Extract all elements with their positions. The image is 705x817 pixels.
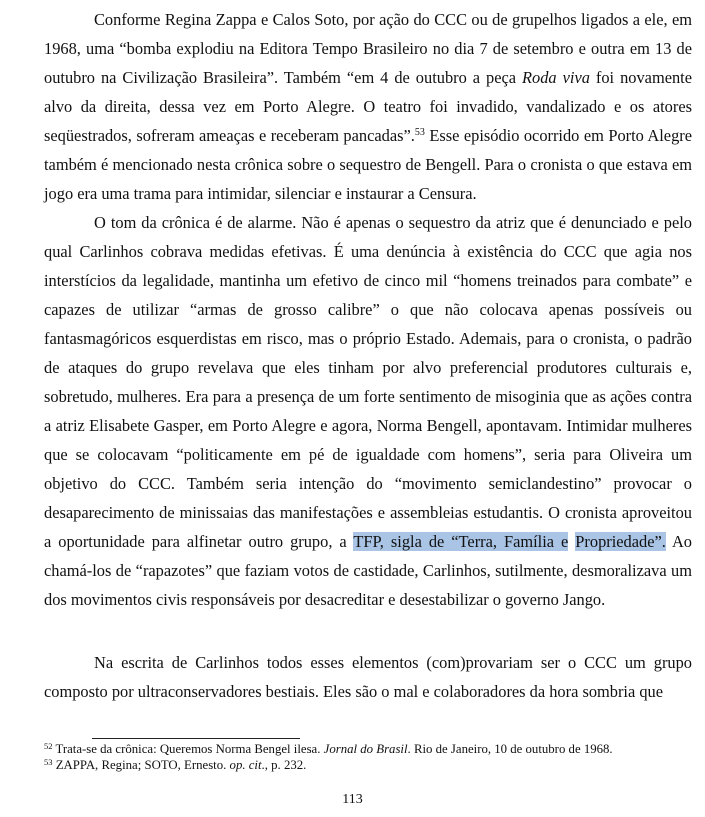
paragraph-1-text-a: Conforme Regina Zappa e Calos Soto, por ação do CCC ou de grupelhos ligados a ele, em 1968, uma “bomba explodiu na Editora Tempo Brasileiro no dia 7 de setembro e outra em 13 de outubro na Civilização Brasileira”. Também “em 4 de outubro a peça (44, 10, 692, 87)
footnote-separator (92, 738, 300, 739)
footnote-text-a: Trata-se da crônica: Queremos Norma Bengel ilesa. (52, 742, 324, 756)
text-highlight-2[interactable]: Propriedade”. (575, 532, 666, 551)
footnote-text-b: . Rio de Janeiro, 10 de outubro de 1968. (407, 742, 613, 756)
footnote-number: 53 (44, 757, 53, 767)
play-title: Roda viva (522, 68, 590, 87)
footnote-52 (44, 741, 694, 757)
paragraph-2-text-a: O tom da crônica é de alarme. Não é apenas o sequestro da atriz que é denunciado e pelo qual Carlinhos cobrava medidas efetivas. É uma denúncia à existência do CCC que agia nos interstícios da legalidade, mantinha um efetivo de cinco mil “homens treinados para combate” e capazes de utilizar “armas de grosso calibre” o que não colocava apenas possíveis ou fantasmagóricos esquerdistas em risco, mas o próprio Estado. Ademais, para o cronista, o padrão de ataques do grupo revelava que eles tinham por alvo preferencial produtores culturais e, sobretudo, mulheres. Era para a presença de um forte sentimento de misoginia que as ações contra a atriz Elisabete Gasper, em Porto Alegre e agora, Norma Bengell, apontavam. Intimidar mulheres que se colocavam “politicamente em pé de igualdade com homens”, seria para Oliveira um objetivo do CCC. Também seria intenção do “movimento semiclandestino” provocar o desaparecimento de minissaias das manifestações e assembleias estudantis. O cronista aproveitou a oportunidade para alfinetar outro grupo, a (44, 213, 692, 551)
footnote-text-a: ZAPPA, Regina; SOTO, Ernesto. (52, 758, 230, 772)
footnote-text-b: ., p. 232. (261, 758, 307, 772)
paragraph-2 (44, 208, 692, 614)
paragraph-2-text-b: Ao chamá-los de “rapazotes” que faziam votos de castidade, Carlinhos, sutilmente, desmoralizava um dos movimentos civis responsáveis por desacreditar e desestabilizar o governo Jango. (44, 532, 692, 609)
page-number: 113 (342, 792, 363, 807)
paragraph-1 (44, 5, 692, 208)
footnote-italic: op. cit (229, 758, 262, 772)
footnote-53 (44, 757, 694, 773)
paragraph-3-text: Na escrita de Carlinhos todos esses elementos (com)provariam ser o CCC um grupo composto por ultraconservadores bestiais. Eles são o mal e colaboradores da hora sombria que (44, 653, 692, 701)
paragraph-3 (44, 648, 692, 706)
footnote-ref-53[interactable]: 53 (414, 127, 425, 138)
paragraph-1-text-c: Esse episódio ocorrido em Porto Alegre também é mencionado nesta crônica sobre o sequestro de Bengell. Para o cronista o que estava em jogo era uma trama para intimidar, silenciar e instaurar a Censura. (44, 126, 692, 203)
text-highlight-1[interactable]: TFP, sigla de “Terra, Família e (353, 532, 569, 551)
footnote-italic: Jornal do Brasil (323, 742, 408, 756)
paragraph-1-text-b: foi novamente alvo da direita, dessa vez em Porto Alegre. O teatro foi invadido, vandalizado e os atores seqüestrados, sofreram ameaças e receberam pancadas”. (44, 68, 692, 145)
footnote-number: 52 (44, 741, 53, 751)
footnotes (44, 741, 694, 773)
